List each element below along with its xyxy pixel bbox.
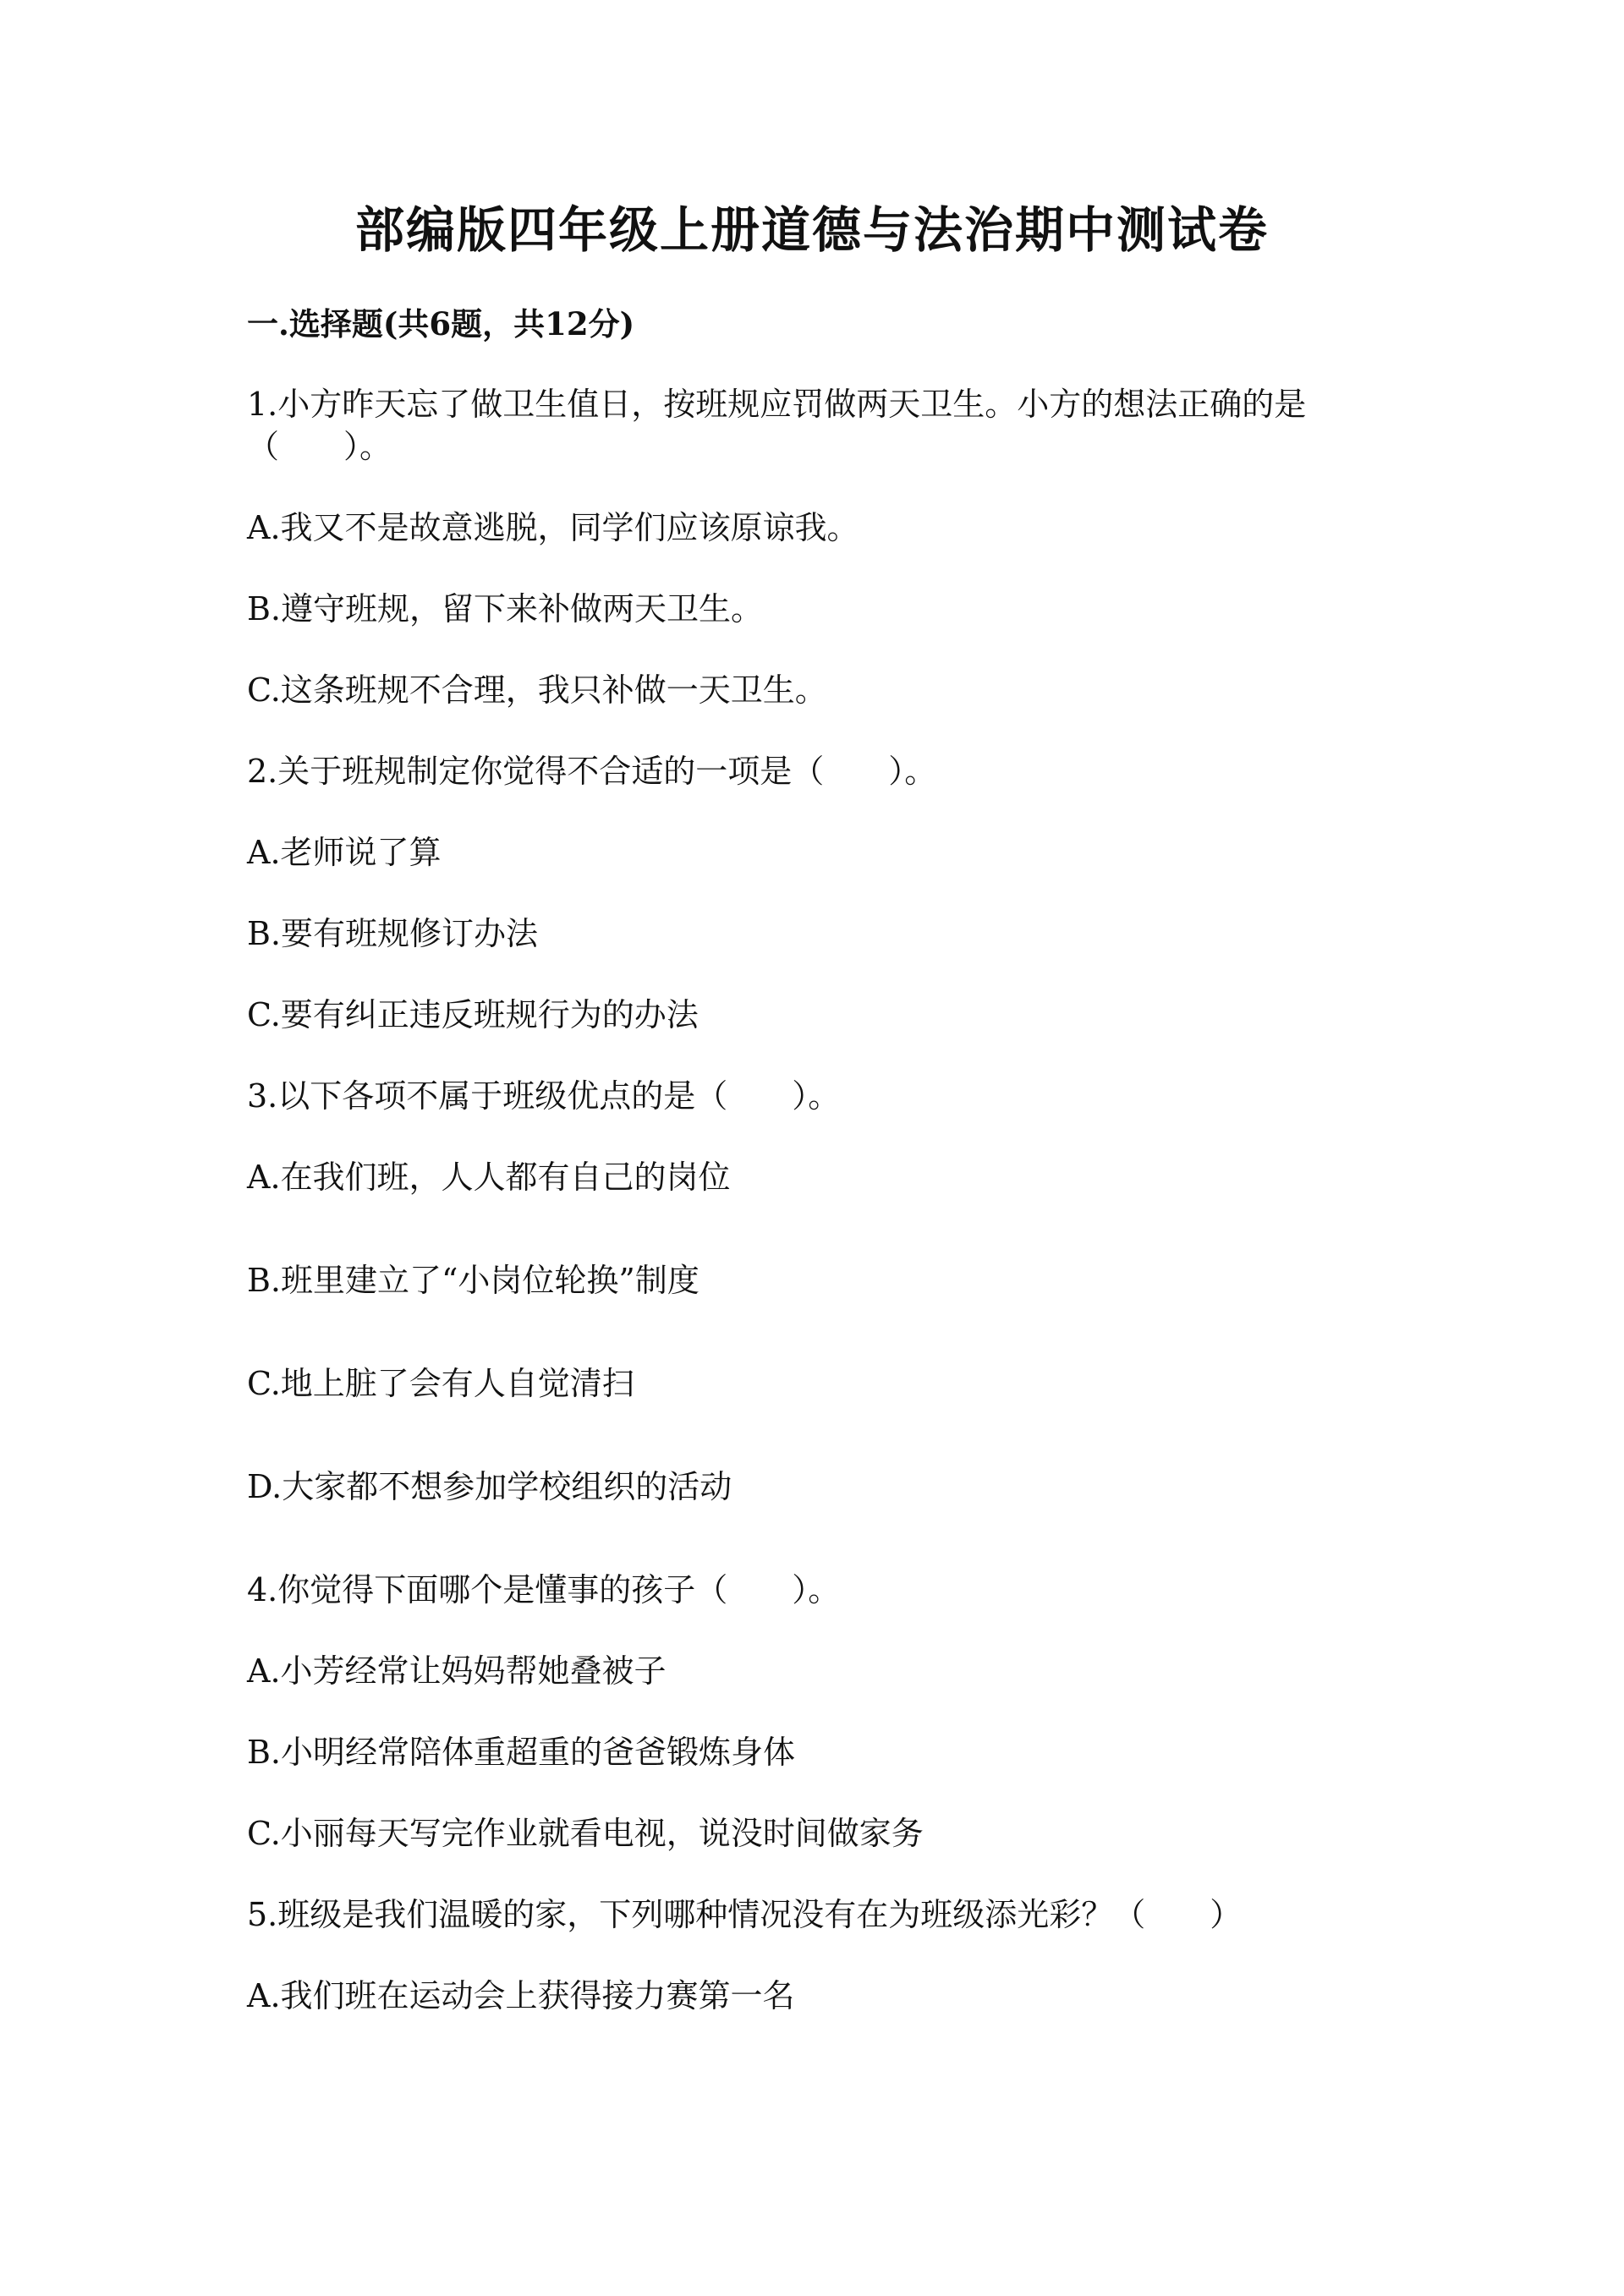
question-3-option-d: D.大家都不想参加学校组织的活动 — [247, 1468, 732, 1505]
question-4-option-a: A.小芳经常让妈妈帮她叠被子 — [247, 1652, 667, 1690]
question-3-option-b: B.班里建立了“小岗位轮换”制度 — [247, 1262, 700, 1299]
question-3-option-a: A.在我们班，人人都有自己的岗位 — [247, 1159, 731, 1196]
question-5-stem: 5.班级是我们温暖的家，下列哪种情况没有在为班级添光彩？（ ） — [247, 1896, 1243, 1933]
question-2-option-c: C.要有纠正违反班规行为的办法 — [247, 996, 699, 1033]
question-1-option-b: B.遵守班规，留下来补做两天卫生。 — [247, 590, 764, 627]
page-title: 部编版四年级上册道德与法治期中测试卷 — [354, 201, 1269, 259]
question-5-option-a: A.我们班在运动会上获得接力赛第一名 — [247, 1977, 795, 2014]
question-4-option-b: B.小明经常陪体重超重的爸爸锻炼身体 — [247, 1734, 796, 1771]
question-2-option-b: B.要有班规修订办法 — [247, 915, 539, 952]
question-1-option-c: C.这条班规不合理，我只补做一天卫生。 — [247, 671, 827, 709]
question-1-stem: 1.小方昨天忘了做卫生值日，按班规应罚做两天卫生。小方的想法正确的是 — [247, 386, 1307, 423]
question-2-option-a: A.老师说了算 — [247, 834, 442, 871]
question-2-stem: 2.关于班规制定你觉得不合适的一项是（ ）。 — [247, 753, 937, 790]
question-3-option-c: C.地上脏了会有人自觉清扫 — [247, 1365, 634, 1402]
question-1-stem-continued: （ ）。 — [247, 428, 392, 465]
question-4-stem: 4.你觉得下面哪个是懂事的孩子（ ）。 — [247, 1571, 841, 1608]
section-heading: 一.选择题(共6题，共12分) — [247, 305, 635, 342]
question-1-option-a: A.我又不是故意逃脱，同学们应该原谅我。 — [247, 509, 859, 546]
question-4-option-c: C.小丽每天写完作业就看电视，说没时间做家务 — [247, 1815, 924, 1852]
question-3-stem: 3.以下各项不属于班级优点的是（ ）。 — [247, 1077, 841, 1115]
